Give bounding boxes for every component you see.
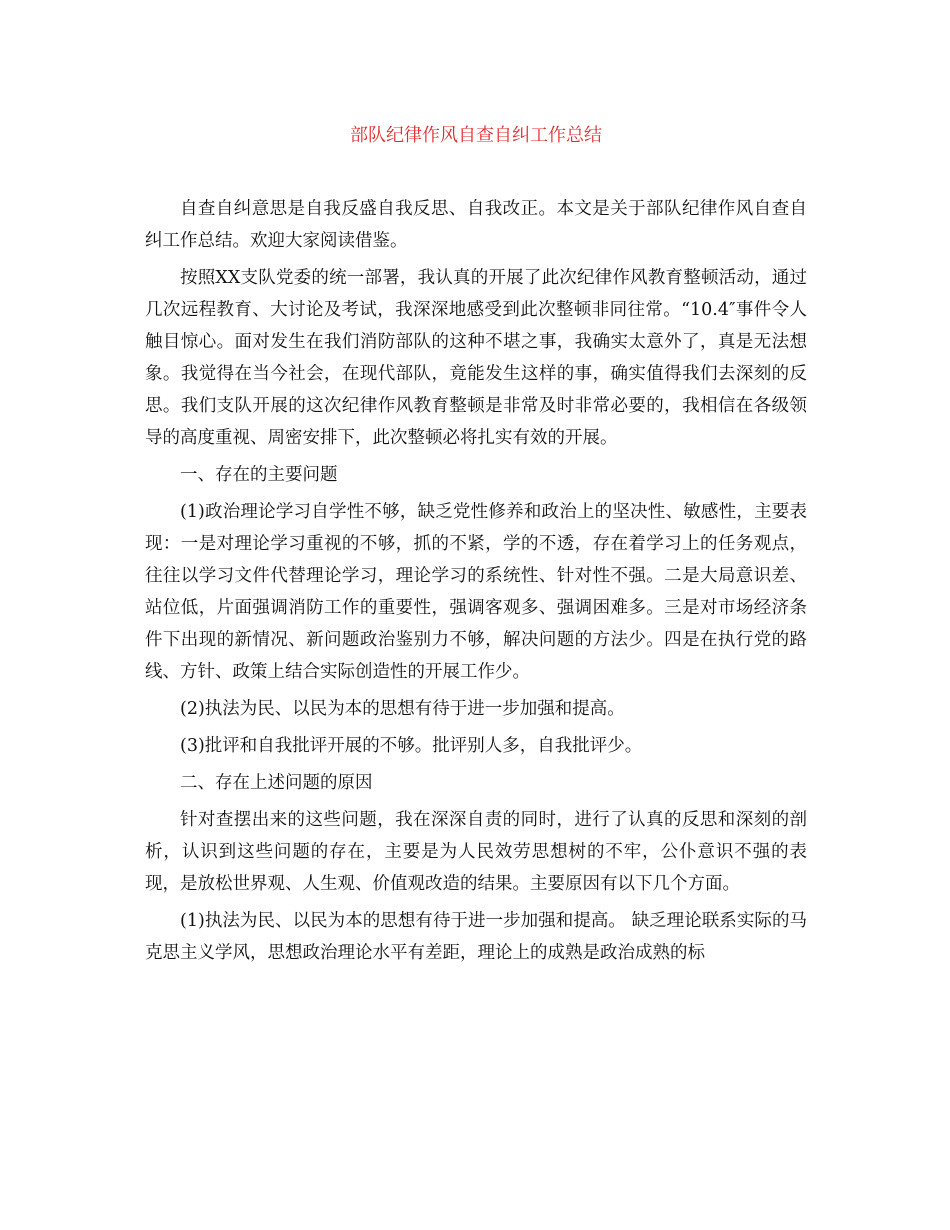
section-heading-problems: 一、存在的主要问题 <box>180 465 338 485</box>
document-body <box>145 193 807 974</box>
section-heading-causes: 二、存在上述问题的原因 <box>180 773 373 793</box>
paragraph-background: 按照XX支队党委的统一部署，我认真的开展了此次纪律作风教育整顿活动，通过几次远程教育、大讨论及考试，我深深地感受到此次整顿非同往常。“10.4″事件令人触目惊心。面对发生在我们消防部队的这种不堪之事，我确实太意外了，真是无法想象。我觉得在当今社会，在现代部队，竟能发生这样的事，确实值得我们去深刻的反思。我们支队开展的这次纪律作风教育整顿是非常及时非常必要的，我相信在各级领导的高度重视、周密安排下，此次整顿必将扎实有效的开展。 <box>145 268 807 448</box>
paragraph-causes-intro: 针对查摆出来的这些问题，我在深深自责的同时，进行了认真的反思和深刻的剖析，认识到这些问题的存在，主要是为人民效劳思想树的不牢，公仆意识不强的表现，是放松世界观、人生观、价值观改造的结果。主要原因有以下几个方面。 <box>145 810 807 894</box>
paragraph-problem-2: (2)执法为民、以民为本的思想有待于进一步加强和提高。 <box>180 699 625 719</box>
paragraph-cause-1: (1)执法为民、以民为本的思想有待于进一步加强和提高。 缺乏理论联系实际的马克思主义学风，思想政治理论水平有差距，理论上的成熟是政治成熟的标 <box>145 911 807 963</box>
paragraph-problem-1: (1)政治理论学习自学性不够，缺乏党性修养和政治上的坚决性、敏感性，主要表现：一是对理论学习重视的不够，抓的不紧，学的不透，存在着学习上的任务观点，往往以学习文件代替理论学习，理论学习的系统性、针对性不强。二是大局意识差、站位低，片面强调消防工作的重要性，强调客观多、强调困难多。三是对市场经济条件下出现的新情况、新问题政治鉴别力不够，解决问题的方法少。四是在执行党的路线、方针、政策上结合实际创造性的开展工作少。 <box>145 502 807 682</box>
paragraph-problem-3: (3)批评和自我批评开展的不够。批评别人多，自我批评少。 <box>180 736 643 756</box>
document-title: 部队纪律作风自查自纠工作总结 <box>350 125 602 146</box>
paragraph-intro: 自查自纠意思是自我反盛自我反思、自我改正。本文是关于部队纪律作风自查自纠工作总结。欢迎大家阅读借鉴。 <box>145 199 807 251</box>
